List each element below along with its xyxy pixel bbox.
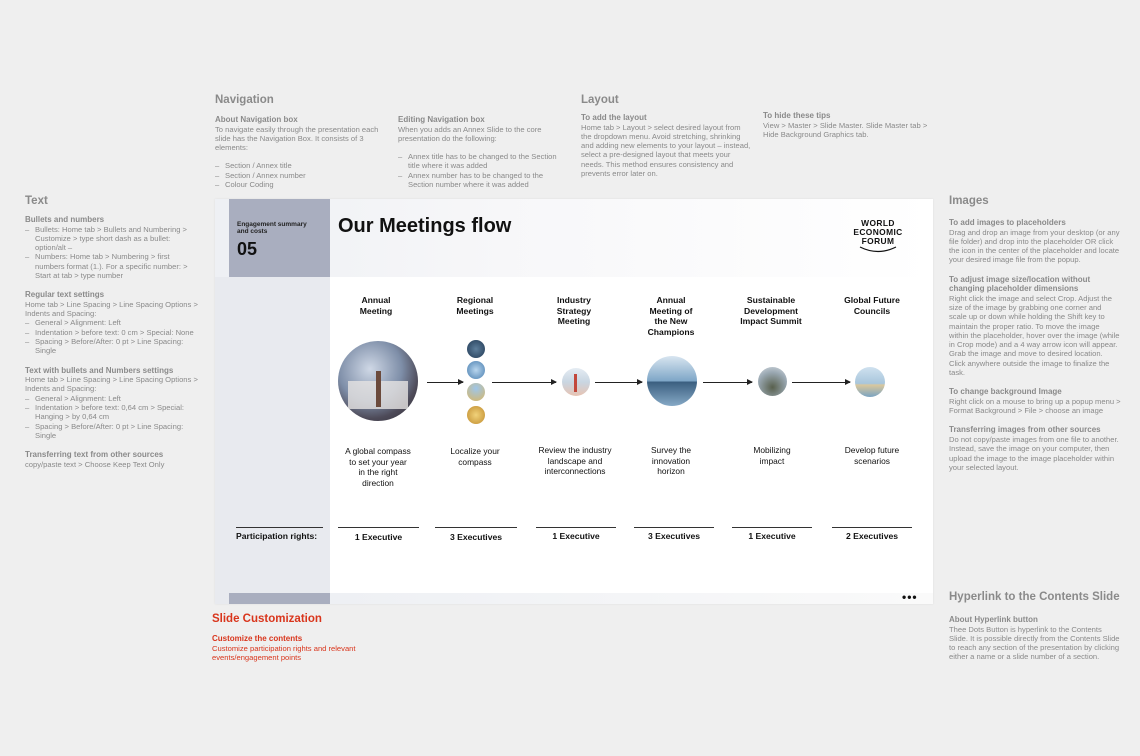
- executives-count: 1 Executive: [748, 531, 796, 541]
- customization-heading: Slide Customization: [212, 613, 322, 625]
- divider: [536, 527, 616, 528]
- hyperlink-body: Thee Dots Button is hyperlink to the Contents Slide. It is possible directly from the Contents Slide to reach any section of the presentation by clicking either a name or a slide number of a section.: [949, 624, 1120, 662]
- add-images-body: Drag and drop an image from your desktop (or any file folder) and drop into the placeholder OR click the icon in the center of the placeholder and locate your desired image file from the popup.: [949, 227, 1120, 265]
- editing-steps-list: [398, 152, 570, 189]
- regional-meeting-image-4: [467, 406, 485, 424]
- meeting-description-2: [435, 446, 515, 467]
- slide-canvas: [215, 199, 933, 604]
- add-layout-tip: [581, 113, 751, 178]
- divider: [236, 527, 323, 528]
- meeting-description-5: [732, 445, 812, 466]
- regional-meeting-image-2: [467, 361, 485, 379]
- adjust-image-body: Right click the image and select Crop. Adjust the size of the image by grabbing one corner and scale up or down while holding the Shift key to maintain the proper ratio. To move the image within the placeholder, hover over the image (while in Crop mode) and a 4 way arrow icon will appear. Grab the image and move to desired location. Click anywhere outside the image to finalize the task.: [949, 293, 1120, 378]
- add-images-title: To add images to placeholders: [949, 218, 1066, 227]
- transfer-images-title: Transferring images from other sources: [949, 425, 1101, 435]
- images-tips: [949, 218, 1121, 472]
- logo-swoosh-icon: [858, 246, 898, 254]
- regular-text-list: [25, 318, 200, 355]
- add-layout-body: Home tab > Layout > select desired layout from the dropdown menu. Avoid stretching, shrinking and adding new elements to your layout – instead, select a pre-designed layout that meets your needs. This method ensures consistency and prevents error later on.: [581, 122, 751, 178]
- executives-count: 3 Executives: [647, 531, 701, 541]
- hyperlink-tip: [949, 615, 1121, 662]
- customization-tip: [212, 634, 372, 662]
- executives-count: 1 Executive: [552, 531, 600, 541]
- transfer-text-title: Transferring text from other sources: [25, 450, 164, 460]
- meeting-title: Annual Meeting of the New Champions: [647, 295, 695, 337]
- meeting-title: Global Future Councils: [844, 295, 900, 316]
- executives-count-6: [832, 531, 912, 541]
- list-item: – General > Alignment: Left: [25, 318, 200, 327]
- logo-line: WORLD: [861, 218, 895, 228]
- logo-line: ECONOMIC: [853, 227, 903, 237]
- hyperlink-subtitle: About Hyperlink button: [949, 615, 1038, 624]
- meeting-description-4: [631, 445, 711, 477]
- list-item: – Spacing > Before/After: 0 pt > Line Spacing: Single: [25, 337, 200, 356]
- background-image-body: Right click on a mouse to bring up a popup menu > Format Background > File > choose an image: [949, 396, 1121, 416]
- divider: [634, 527, 714, 528]
- divider: [732, 527, 812, 528]
- meeting-description: Develop future scenarios: [844, 445, 900, 466]
- flow-arrow: [492, 382, 556, 383]
- regular-text-title: Regular text settings: [25, 290, 105, 300]
- bullets-numbers-list: [25, 225, 200, 281]
- about-navigation-body: To navigate easily through the presentation each slide has the Navigation Box. It consists of 3 elements:: [215, 124, 379, 153]
- list-item: – General > Alignment: Left: [25, 394, 200, 403]
- navigation-elements-list: [215, 161, 380, 189]
- meeting-description-6: [832, 445, 912, 466]
- transfer-images-body: Do not copy/paste images from one file to another. Instead, save the image on your computer, then upload the image to the image placeholder within your selected layout.: [949, 434, 1119, 472]
- flow-arrow: [595, 382, 642, 383]
- executives-count-1: [338, 532, 419, 542]
- contents-hyperlink-button[interactable]: •••: [902, 590, 918, 604]
- adjust-image-title: To adjust image size/location without changing placeholder dimensions: [949, 274, 1091, 294]
- regional-meeting-image-3: [467, 383, 485, 401]
- executives-count-5: [732, 531, 812, 541]
- list-item: – Annex number has to be changed to the Section number where it was added: [398, 171, 570, 190]
- executives-count: 1 Executive: [354, 532, 403, 542]
- slide-footer: [330, 593, 933, 604]
- wef-logo: [848, 219, 908, 256]
- divider: [435, 527, 517, 528]
- bullets-numbers-title: Bullets and numbers: [25, 215, 105, 224]
- meeting-column-5: [726, 295, 816, 327]
- regional-meeting-image-1: [467, 340, 485, 358]
- list-item: – Numbers: Home tab > Numbering > first numbers format (1.). For a specific number: > Start at tab > type number: [25, 252, 200, 280]
- meeting-description: Mobilizing impact: [753, 445, 791, 466]
- customization-body: Customize participation rights and relevant events/engagement points: [212, 643, 356, 662]
- hide-tips-title: To hide these tips: [763, 111, 831, 120]
- images-heading: Images: [949, 195, 989, 207]
- meeting-column-6: [827, 295, 917, 316]
- flow-arrow: [703, 382, 752, 383]
- background-image-title: To change background Image: [949, 387, 1062, 397]
- add-layout-title: To add the layout: [581, 113, 647, 122]
- meeting-column-3: [529, 295, 619, 327]
- list-item: – Indentation > before text: 0 cm > Special: None: [25, 328, 200, 337]
- meeting-title: Industry Strategy Meeting: [556, 295, 592, 326]
- hyperlink-heading: Hyperlink to the Contents Slide: [949, 591, 1120, 603]
- navigation-heading: Navigation: [215, 94, 274, 106]
- editing-navigation-body: When you adds an Annex Slide to the core presentation do the following:: [398, 124, 542, 143]
- meeting-column-4: [626, 295, 716, 337]
- list-item: – Bullets: Home tab > Bullets and Numbering > Customize > type short dash as a bullet: option/alt –: [25, 225, 200, 253]
- text-tips: [25, 215, 200, 469]
- meeting-description-3: [530, 445, 620, 477]
- executives-count-3: [536, 531, 616, 541]
- regular-text-body: Home tab > Line Spacing > Line Spacing Options > Indents and Spacing:: [25, 299, 198, 319]
- participation-rights-label: Participation rights:: [236, 531, 318, 541]
- meeting-description: Review the industry landscape and interconnections: [538, 445, 612, 476]
- flow-arrow: [792, 382, 850, 383]
- executives-count-4: [634, 531, 714, 541]
- customization-subtitle: Customize the contents: [212, 634, 303, 643]
- logo-line: FORUM: [861, 236, 895, 246]
- hide-tips-tip: [763, 111, 928, 139]
- sustainable-development-image: [758, 367, 787, 396]
- meeting-column-2: [430, 295, 520, 316]
- meeting-title: Sustainable Development Impact Summit: [740, 295, 802, 326]
- divider: [832, 527, 912, 528]
- divider: [338, 527, 419, 528]
- executives-count: 3 Executives: [449, 532, 503, 542]
- slide-title: Our Meetings flow: [338, 215, 512, 237]
- bulleted-text-list: [25, 394, 200, 440]
- industry-strategy-image: [562, 368, 590, 396]
- meeting-description: Localize your compass: [450, 446, 500, 467]
- meeting-title: Annual Meeting: [359, 295, 393, 316]
- navigation-color-bar: [229, 593, 330, 604]
- section-title: Engagement summary and costs: [237, 221, 307, 235]
- list-item: – Spacing > Before/After: 0 pt > Line Spacing: Single: [25, 422, 200, 441]
- about-navigation-box: [215, 115, 380, 189]
- list-item: – Colour Coding: [215, 180, 380, 189]
- meeting-description: A global compass to set your year in the right direction: [345, 446, 411, 488]
- meeting-column-1: [331, 295, 421, 316]
- list-item: – Section / Annex number: [215, 171, 380, 180]
- meeting-description-1: [338, 446, 418, 488]
- layout-heading: Layout: [581, 94, 619, 106]
- bulleted-text-body: Home tab > Line Spacing > Line Spacing Options > Indents and Spacing:: [25, 375, 198, 394]
- section-number: 05: [237, 239, 258, 259]
- new-champions-image: [647, 356, 697, 406]
- about-navigation-title: About Navigation box: [215, 115, 298, 124]
- executives-count: 2 Executives: [845, 531, 899, 541]
- annual-meeting-image: [338, 341, 418, 421]
- hide-tips-body: View > Master > Slide Master. Slide Master tab > Hide Background Graphics tab.: [763, 120, 928, 139]
- transfer-text-body: copy/paste text > Choose Keep Text Only: [25, 459, 165, 469]
- flow-arrow: [427, 382, 463, 383]
- list-item: – Annex title has to be changed to the Section title where it was added: [398, 152, 570, 171]
- editing-navigation-title: Editing Navigation box: [398, 115, 485, 124]
- list-item: – Indentation > before text: 0,64 cm > Special: Hanging > by 0,64 cm: [25, 403, 200, 422]
- bulleted-text-title: Text with bullets and Numbers settings: [25, 365, 174, 375]
- editing-navigation-box: [398, 115, 570, 189]
- navigation-box: [229, 199, 330, 277]
- list-item: – Section / Annex title: [215, 161, 380, 170]
- text-heading: Text: [25, 195, 48, 207]
- global-future-councils-image: [855, 367, 885, 397]
- meeting-title: Regional Meetings: [456, 295, 494, 316]
- meeting-description: Survey the innovation horizon: [650, 445, 692, 476]
- executives-count-2: [435, 532, 517, 542]
